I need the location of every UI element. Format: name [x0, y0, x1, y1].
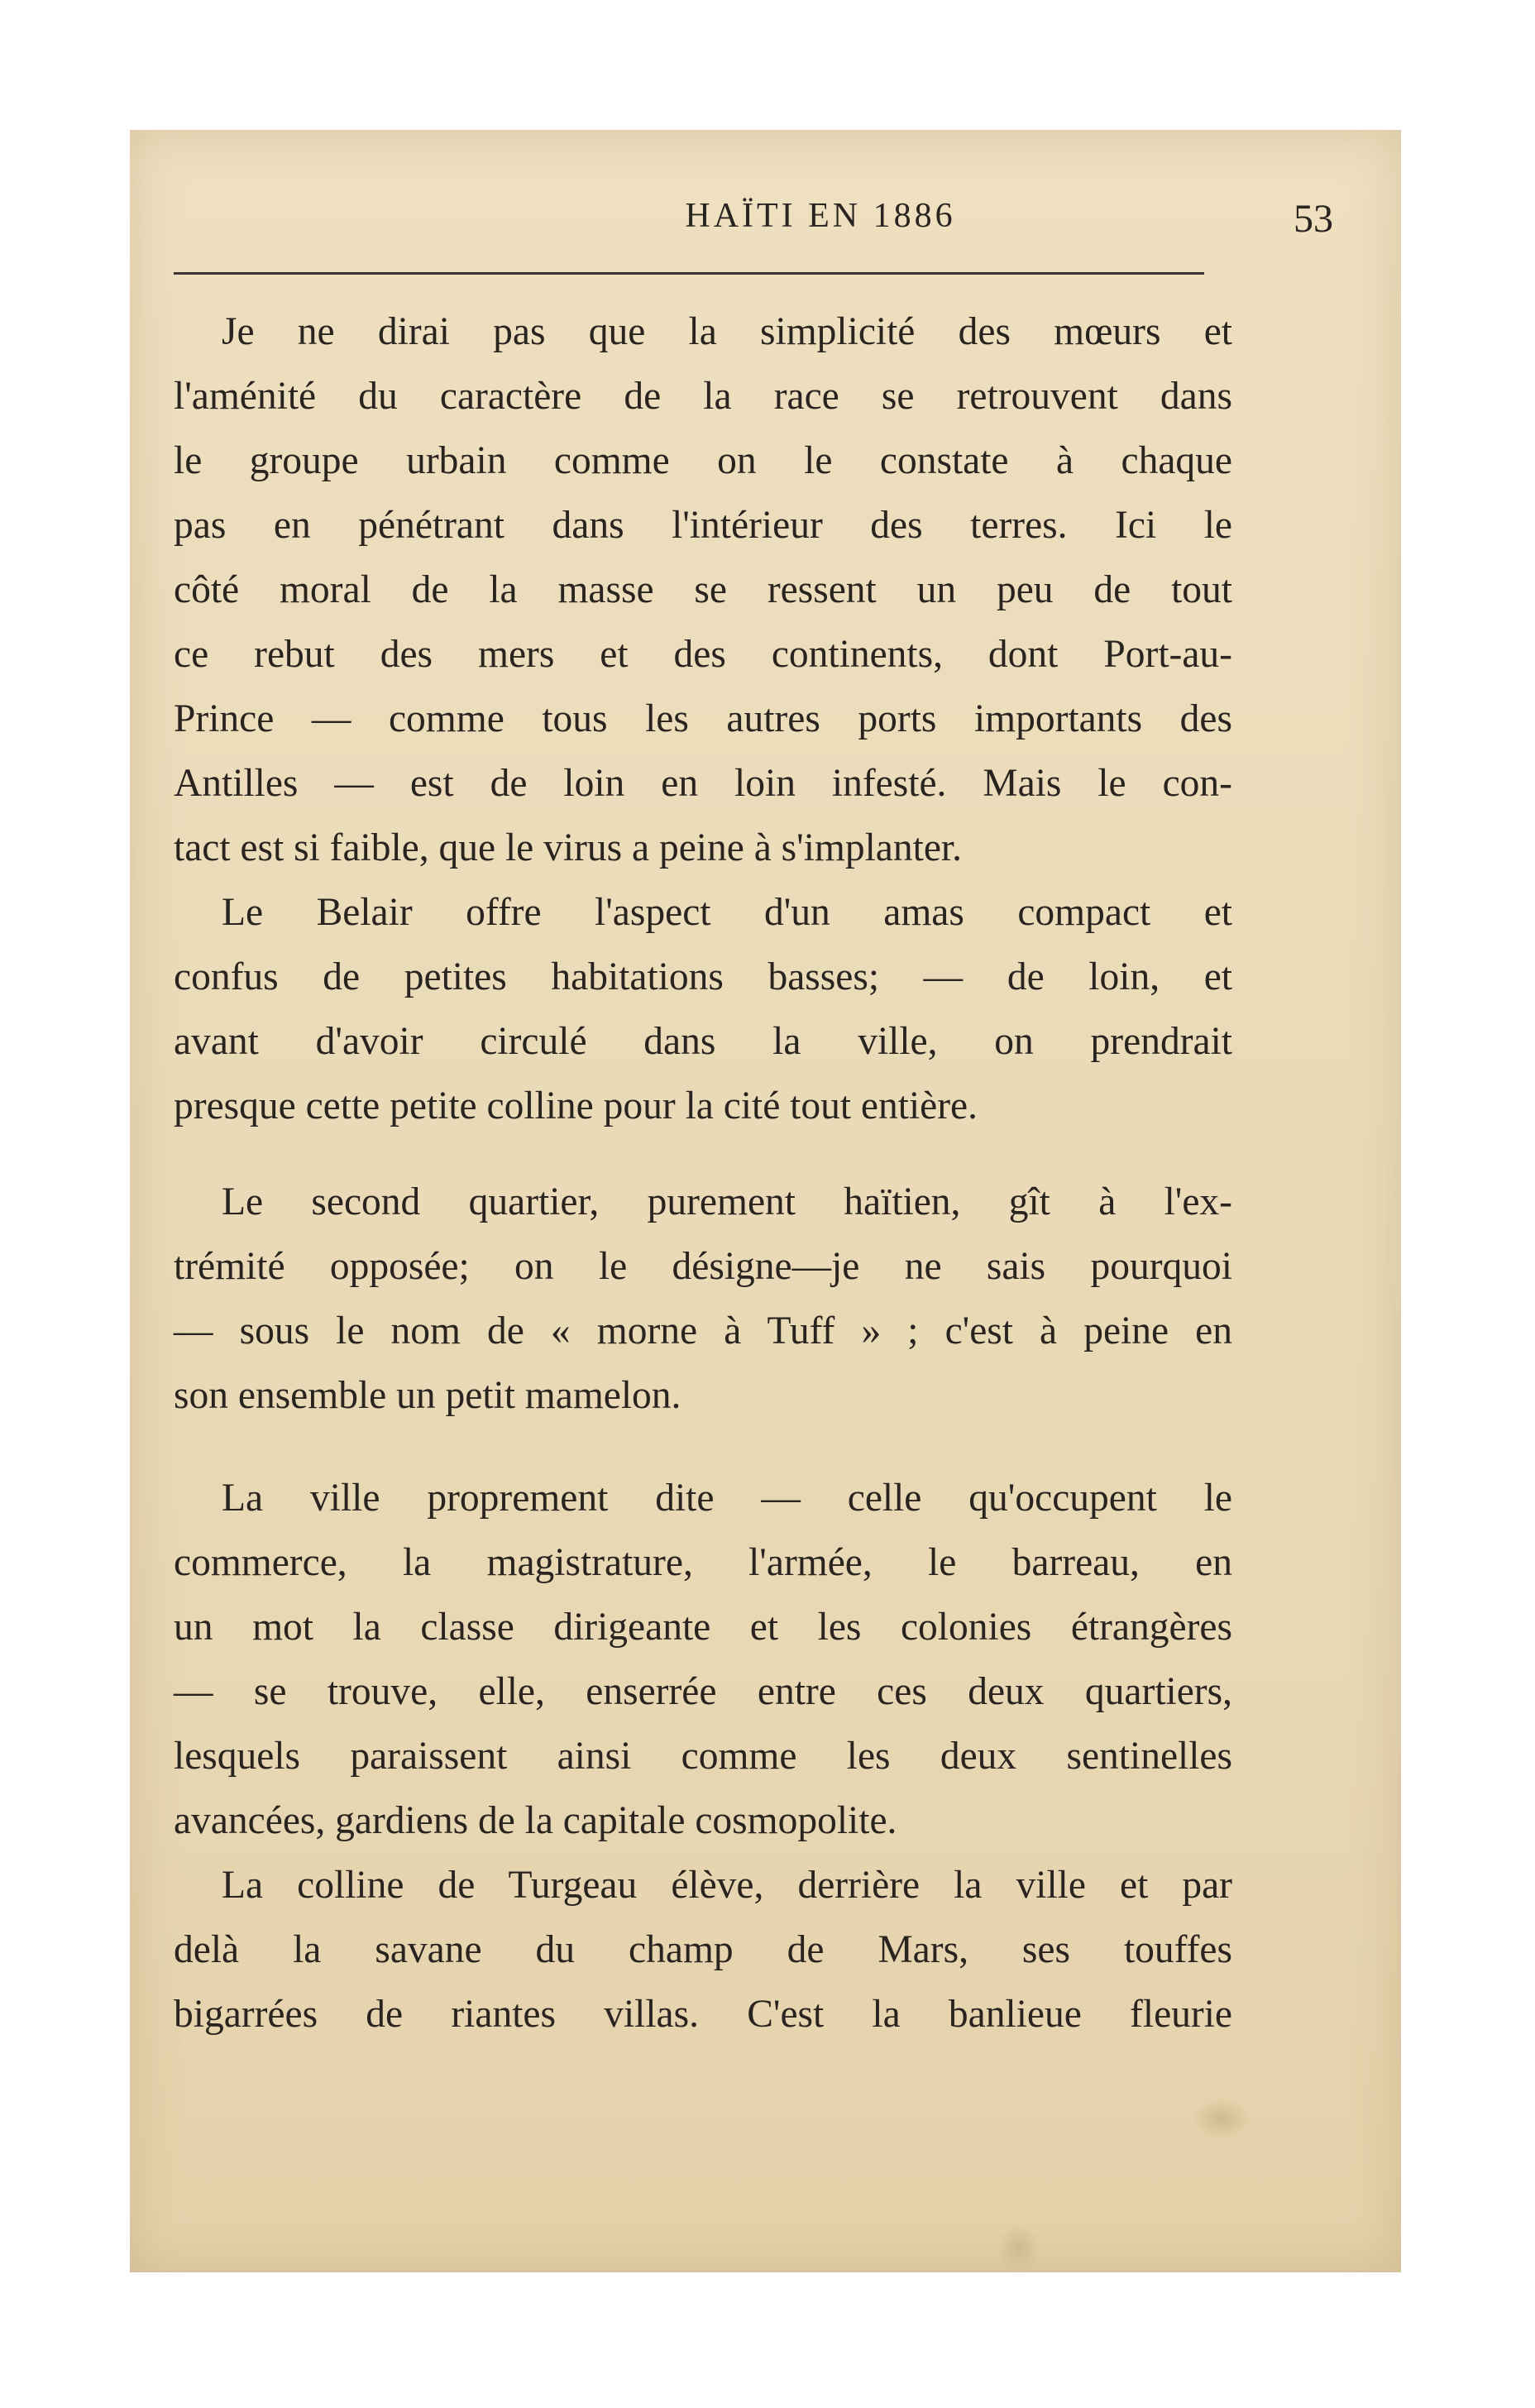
text-line: commerce, la magistrature, l'armée, le barreau, en	[174, 1541, 1232, 1584]
text-line: Prince — comme tous les autres ports importants des	[174, 697, 1232, 740]
body-text	[174, 299, 1232, 2047]
text-line: tact est si faible, que le virus a peine à s'implanter.	[174, 826, 962, 869]
text-line: son ensemble un petit mamelon.	[174, 1374, 681, 1417]
paper-stain	[998, 2223, 1040, 2272]
text-line: La colline de Turgeau élève, derrière la ville et par	[222, 1864, 1232, 1907]
page-header	[308, 196, 1333, 262]
text-line: Le Belair offre l'aspect d'un amas compact et	[222, 891, 1232, 934]
text-line: Le second quartier, purement haïtien, gît à l'ex-	[222, 1180, 1232, 1223]
book-page	[130, 130, 1401, 2272]
text-line: La ville proprement dite — celle qu'occupent le	[222, 1477, 1232, 1520]
text-line: côté moral de la masse se ressent un peu de tout	[174, 568, 1232, 611]
text-line: avancées, gardiens de la capitale cosmopolite.	[174, 1799, 897, 1842]
text-line: le groupe urbain comme on le constate à chaque	[174, 439, 1232, 482]
text-line: l'aménité du caractère de la race se retrouvent dans	[174, 375, 1232, 418]
paper-stain	[1193, 2099, 1250, 2140]
text-line: — se trouve, elle, enserrée entre ces deux quartiers,	[174, 1670, 1232, 1713]
running-title: HAÏTI EN 1886	[685, 197, 956, 235]
paragraph-4	[174, 1466, 1232, 1853]
text-line: trémité opposée; on le désigne—je ne sais pourquoi	[174, 1245, 1232, 1288]
text-line: confus de petites habitations basses; — de loin, et	[174, 955, 1232, 998]
text-line: — sous le nom de « morne à Tuff » ; c'est à peine en	[174, 1309, 1232, 1352]
text-line: bigarrées de riantes villas. C'est la banlieue fleurie	[174, 1993, 1232, 2036]
text-line: lesquels paraissent ainsi comme les deux sentinelles	[174, 1735, 1232, 1778]
text-line: presque cette petite colline pour la cité tout entière.	[174, 1084, 978, 1127]
text-line: un mot la classe dirigeante et les colonies étrangères	[174, 1606, 1232, 1649]
paragraph-2	[174, 880, 1232, 1138]
text-line: Je ne dirai pas que la simplicité des mœurs et	[222, 310, 1232, 353]
header-rule	[174, 272, 1204, 275]
paragraph-3	[174, 1170, 1232, 1428]
text-line: pas en pénétrant dans l'intérieur des terres. Ici le	[174, 504, 1232, 547]
text-line: delà la savane du champ de Mars, ses touffes	[174, 1928, 1232, 1971]
page-number: 53	[1294, 197, 1333, 241]
paragraph-1	[174, 299, 1232, 880]
text-line: Antilles — est de loin en loin infesté. Mais le con-	[174, 762, 1232, 805]
text-line: ce rebut des mers et des continents, dont Port-au-	[174, 633, 1232, 676]
paragraph-5	[174, 1853, 1232, 2047]
text-line: avant d'avoir circulé dans la ville, on prendrait	[174, 1020, 1232, 1063]
